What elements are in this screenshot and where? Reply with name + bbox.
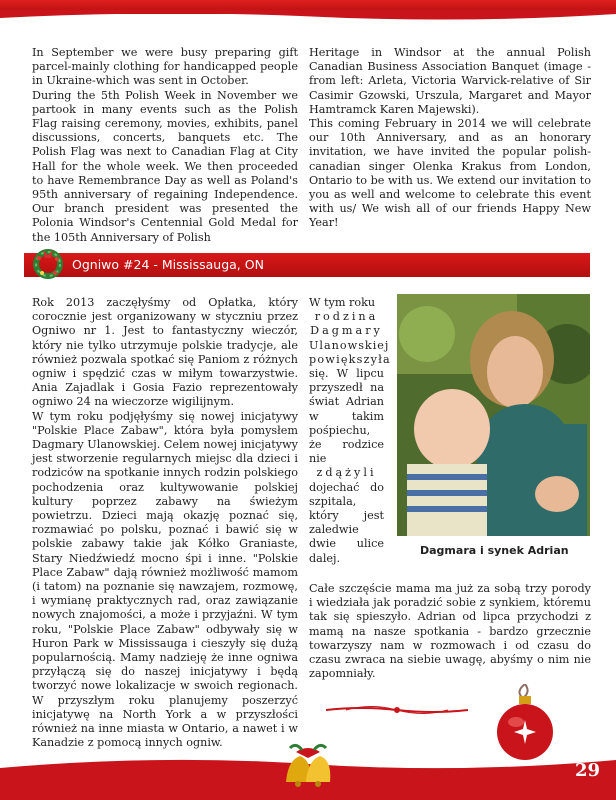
christmas-wreath-icon bbox=[30, 246, 66, 282]
right-article-column bbox=[309, 582, 591, 681]
text-line: Dagmary bbox=[310, 324, 383, 338]
page-number: 29 bbox=[574, 760, 600, 781]
text-line: zdążyli bbox=[316, 466, 377, 480]
christmas-bells-icon bbox=[278, 742, 338, 790]
paragraph: Całe szczęście mama ma już za sobą trzy porody i wiedziała jak poradzić sobie z synkiem, któremu tak się spieszyło. Adrian od lipca przychodzi z mamą na nasze spotkania - bardzo grzecznie towarzyszy nam w rozmowach i od czasu do czasu zwraca na siebie uwagę, abyśmy o nim nie zapomniały. bbox=[309, 582, 591, 681]
photo-caption: Dagmara i synek Adrian bbox=[420, 544, 569, 557]
top-left-column bbox=[32, 46, 298, 245]
paragraph: Heritage in Windsor at the annual Polish Canadian Business Association Banquet (image - from left: Arleta, Victoria Warvick-relative of Sir Casimir Gzowski, Urszula, Margaret and Mayor Hamtramck Karen Majewski). bbox=[309, 46, 591, 116]
paragraph: Rok 2013 zaczęłyśmy od Opłatka, który corocznie jest organizowany w styczniu przez Ogniwo nr 1. Jest to fantastyczny wieczór, który nie tylko utrzymuje polskie tradycje, ale również pozwala spotkać się Paniom z różnych ogniw i spędzić czas w miłym towarzystwie. Ania Zajadlak i Gosia Fazio reprezentowały ogniwo 24 na wieczorze wigilijnym. bbox=[32, 296, 298, 409]
text-line: powiększyła bbox=[309, 352, 391, 366]
ornamental-divider bbox=[326, 700, 468, 720]
text-line: się. W lipcu przyszedł na świat Adrian w takim pośpiechu, że rodzice nie bbox=[309, 367, 384, 466]
paragraph: In September we were busy preparing gift parcel-mainly clothing for handicapped people in Ukraine-which was sent in October. bbox=[32, 46, 298, 88]
christmas-bauble-icon bbox=[490, 684, 560, 764]
paragraph: This coming February in 2014 we will celebrate our 10th Anniversary, and as an honorary invitation, we have invited the popular polish-canadian singer Olenka Krakus from London, Ontario to be with us. We extend our invitation to you as well and welcome to celebrate this event with us/ We wish all of our friends Happy New Year! bbox=[309, 117, 591, 230]
top-right-column bbox=[309, 46, 591, 231]
mother-and-baby-photo bbox=[397, 294, 590, 536]
paragraph: W tym roku podjęłyśmy się nowej inicjatywy "Polskie Place Zabaw", która była pomysłem Dagmary Ulanowskiej. Celem nowej inicjatywy jest stworzenie regularnych miejsc dla dzieci i rodziców na spotkanie innych rodzin polskiego pochodzenia oraz kultywowanie polskiej kultury poprzez zabawy na świeżym powietrzu. Dzieci mają okazję poznać się, rozmawiać po polsku, poznać i bawić się w polskie zabawy takie jak Kółko Graniaste, Stary Niedźwiedź mocno śpi i inne. "Polskie Place Zabaw" dają również możliwość mamom (i tatom) na poznanie się nawzajem, rozmowę, i wymianę praktycznych rad, oraz zawiązanie nowych znajomości, a może i przyjaźni. W tym roku, "Polskie Place Zabaw" odbywały się w Huron Park w Mississauga i cieszyły się dużą popularnością. Mamy nadzieję że inne ogniwa przyłączą się do naszej inicjatywy i będą tworzyć nowe lokalizacje w swoich regionach. W przyszłym roku planujemy poszerzyć inicjatywę na North York a w przyszłości również na inne miasta w Ontario, a nawet i w Kanadzie z pomocą innych ogniw. bbox=[32, 409, 298, 750]
paragraph: During the 5th Polish Week in November we partook in many events such as the Polish Flag raising ceremony, movies, exhibits, panel discussions, concerts, banquets etc. The Polish Flag was next to Canadian Flag at City Hall for the whole week. We then proceeded to have Remembrance Day as well as Poland's 95th anniversary of regaining Independence. Our branch president was presented the Polonia Windsor's Centennial Gold Medal for the 105th Anniversary of Polish bbox=[32, 88, 298, 244]
section-title: Ogniwo #24 - Mississauga, ON bbox=[72, 257, 264, 272]
left-article-column bbox=[32, 296, 298, 751]
text-line: dojechać do szpitala, który jest zaledwie dwie ulice dalej. bbox=[309, 480, 384, 565]
text-line: W tym roku bbox=[309, 296, 376, 309]
text-line: Ulanowskiej bbox=[309, 338, 390, 352]
top-wave-decoration bbox=[0, 10, 616, 24]
text-line: rodzina bbox=[314, 310, 379, 324]
narrow-text-column bbox=[309, 296, 391, 566]
